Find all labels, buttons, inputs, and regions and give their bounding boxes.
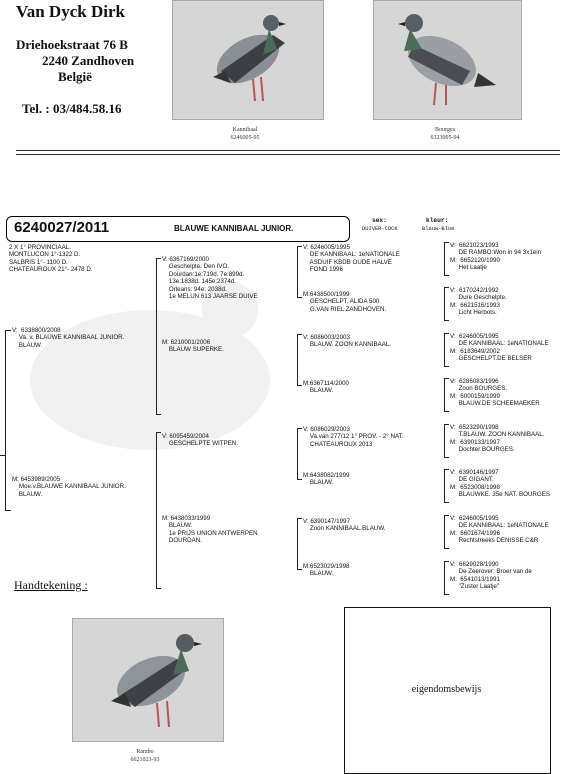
gen4-entry-6: V: 6390146/1997 DE GIGANT. M: 6523008/1998 BLAUWKE. 35e NAT. BOURGES	[450, 469, 550, 499]
ownership-label: eigendomsbewijs	[411, 684, 482, 695]
owner-name: Van Dyck Dirk	[16, 2, 125, 21]
gen4-entry-2: V: 6170242/1992 Dure Geschelpte. M: 6621516/1993 Licht Herbots.	[450, 287, 507, 317]
bracket-g3-2	[444, 287, 449, 321]
gen4-entry-4: V: 6286083/1996 Zoon BOURGES. M: 6000159/1999 BLAUW.DE SCHEEMAEKER	[450, 378, 540, 408]
gen2-entry-1: V: 6367169/2000 Geschelpte. Den IVO. Dourdan:1e:719d. 7e:899d. 13e:1838d. 145e:2374d. Orleans: 94e: 2038d. 1e MELUN 613 JAARSE DUIVE	[162, 256, 258, 301]
gen4-entry-1: V: 6621023/1993 DE RAMBO:Won in 94 3x1ein M: 6652120/1990 Het Laatje	[450, 242, 542, 272]
gen4-entry-7: V: 6246005/1995 DE KANNIBAAL: 1eNATIONALE M: 6601674/1996 Rechtstreeks DENISSE C&R	[450, 515, 549, 545]
bracket-g3-6	[444, 469, 449, 503]
gen4-entry-5: V: 6523290/1998 T.BLAUW. ZOON KANNIBAAL. M: 6390133/1997 Dochter BOURGES.	[450, 424, 545, 454]
pigeon-photo-kannibaal	[172, 0, 324, 120]
caption-ring: 6621023-93	[130, 757, 160, 763]
bracket-g3-8	[444, 561, 449, 595]
bracket-g2-3	[297, 428, 302, 480]
gen3-entry-8: M:6523029/1998 BLAUW.	[303, 563, 350, 578]
caption-name: Rambo	[136, 749, 154, 755]
sex-label: sex:	[372, 217, 387, 224]
gen4-entry-3: V: 6246005/1995 DE KANNIBAAL: 1eNATIONALE M: 6183649/2002 GESCHELPT.DE BELSER	[450, 333, 549, 363]
caption-rambo	[90, 748, 200, 764]
header-divider-2	[16, 154, 560, 155]
color-value: Blauw-Blue	[422, 226, 455, 232]
pigeon-icon	[73, 619, 223, 741]
gen3-entry-5: V: 6086029/2003 Va.van 277/12 1° PROV. - 2° NAT. CHATEAUROUX 2013	[303, 426, 404, 448]
caption-name: Bourges	[435, 127, 455, 133]
gen2-entry-2: M: 6210001/2006 BLAUW SUPERKE.	[162, 339, 224, 354]
signature-label: Handtekening :	[14, 578, 88, 592]
gen3-entry-7: V: 6390147/1997 Zoon KANNIBAAL.BLAUW.	[303, 518, 386, 533]
bracket-g2-4	[297, 518, 302, 570]
bracket-g3-5	[444, 424, 449, 458]
pigeon-icon	[173, 1, 323, 119]
color-label: kleur:	[426, 217, 449, 224]
caption-ring: 6246005-95	[230, 135, 260, 141]
gen3-entry-1: V: 6246005/1995 DE KANNIBAAL: 1eNATIONALE ASDUIF KBDB OUDE HALVE FOND 1996	[303, 244, 400, 274]
bracket-dam	[156, 432, 161, 589]
caption-ring: 6323005-94	[430, 135, 460, 141]
header-divider	[16, 150, 560, 151]
bracket-g3-7	[444, 515, 449, 549]
gen3-entry-2: M:6438500/1999 GESCHELPT. ALIDA 500 G.VAN RIEL ZANDHOVEN.	[303, 291, 387, 313]
subject-results: 2 X 1° PROVINCIAAL. MONTLUCON 1°-1322 D. SALBRIS 1°- 1100 D. CHATEAUROUX 21°- 2478 D.	[9, 244, 93, 274]
bracket-g3-3	[444, 333, 449, 367]
owner-country: België	[58, 69, 92, 84]
pigeon-photo-bourges	[373, 0, 522, 120]
line	[5, 510, 11, 511]
bracket-gen1	[5, 330, 6, 510]
subject-ring: 6240027/2011	[14, 219, 110, 236]
bracket-g3-1	[444, 242, 449, 276]
line	[0, 455, 5, 456]
caption-kannibaal	[190, 126, 300, 142]
dam-entry: M: 6453989/2005 Moe.v.BLAUWE KANNIBAAL JUNIOR. BLAUW.	[12, 476, 126, 498]
pigeon-photo-rambo	[72, 618, 224, 742]
owner-phone: Tel. : 03/484.58.16	[22, 101, 122, 116]
bracket-g3-4	[444, 378, 449, 412]
gen3-entry-3: V: 6086003/2003 BLAUW. ZOON KANNIBAAL.	[303, 334, 392, 349]
bracket-g2-1	[297, 246, 302, 298]
owner-city: 2240 Zandhoven	[42, 53, 135, 68]
gen2-entry-3: V: 6095459/2004 GESCHELPTE WITPEN.	[162, 433, 238, 448]
line	[5, 330, 11, 331]
gen3-entry-6: M:6438082/1999 BLAUW.	[303, 472, 350, 487]
gen4-entry-8: V: 6629028/1990 De Zeerover: Broer van de M: 6541013/1991 "Zuster Laatje"	[450, 561, 532, 591]
sire-entry: V: 6338800/2008 Va. v. BLAUWE KANNIBAAL JUNIOR. BLAUW.	[12, 327, 125, 349]
caption-name: Kannibaal	[232, 127, 258, 133]
gen2-entry-4: M: 6438033/1999 BLAUW. 1e PRIJS UNION ANTWERPEN DOURDAN.	[162, 515, 258, 545]
sex-value: DUIVER-COCK	[362, 226, 398, 232]
subject-name: BLAUWE KANNIBAAL JUNIOR.	[174, 224, 294, 233]
pigeon-icon	[374, 1, 521, 119]
bracket-g2-2	[297, 334, 302, 386]
owner-street: Driehoekstraat 76 B	[16, 37, 128, 52]
caption-bourges	[390, 126, 500, 142]
gen3-entry-4: M:6367114/2000 BLAUW.	[303, 380, 349, 395]
bracket-sire	[156, 258, 161, 415]
